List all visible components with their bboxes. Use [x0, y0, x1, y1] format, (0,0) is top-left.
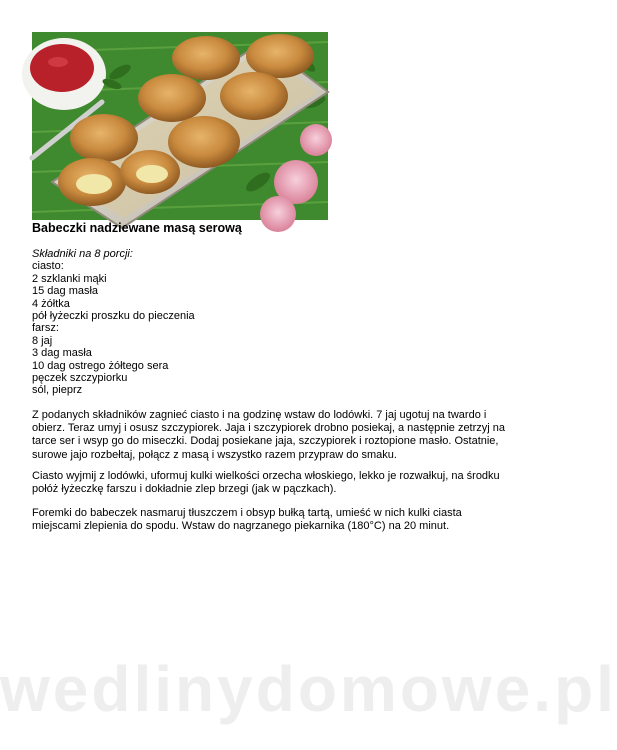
instructions-paragraph-1: Z podanych składników zagnieć ciasto i na godzinę wstaw do lodówki. 7 jaj ugotuj na twardo i obierz. Teraz umyj i osusz szczypiorek. Jaja i szczypiorek drobno posiekaj, a następnie zetrzyj na tarce ser i wsyp go do miseczki. Dodaj posiekane jaja, szczypiorek i roztopione masło. Ostatnie, surowe jajo rozbełtaj, połącz z masą i wszystko razem przypraw do smaku. [32, 409, 506, 461]
ingredient-line: ciasto: [32, 260, 64, 273]
ingredient-line: 15 dag masła [32, 285, 99, 298]
ingredient-line: farsz: [32, 322, 59, 335]
recipe-photo [32, 32, 328, 220]
soup-bowl [22, 38, 106, 110]
ingredient-line: sól, pieprz [32, 384, 83, 397]
site-watermark: wedlinydomowe.pl [0, 653, 617, 725]
recipe-title: Babeczki nadziewane masą serową [32, 221, 242, 235]
ingredient-line: 2 szklanki mąki [32, 272, 107, 285]
ingredients-heading: Składniki na 8 porcji: [32, 248, 133, 260]
recipe-photo-illustration [32, 32, 328, 220]
instructions-paragraph-2: Ciasto wyjmij z lodówki, uformuj kulki wielkości orzecha włoskiego, lekko je rozwałkuj, na środku połóż łyżeczkę farszu i dokładnie zlep brzegi (jak w pączkach). [32, 470, 500, 496]
ingredients-list [32, 248, 195, 397]
ingredient-line: 10 dag ostrego żółtego sera [32, 359, 169, 372]
ingredient-line: 8 jaj [32, 334, 53, 347]
ingredient-line: 3 dag masła [32, 347, 92, 360]
ingredient-line: pęczek szczypiorku [32, 372, 128, 385]
instructions-paragraph-3: Foremki do babeczek nasmaruj tłuszczem i obsyp bułką tartą, umieść w nich kulki ciasta miejscami zlepienia do spodu. Wstaw do nagrzanego piekarnika (180°C) na 20 minut. [32, 507, 462, 533]
ingredient-line: pół łyżeczki proszku do pieczenia [32, 310, 195, 323]
ingredient-line: 4 żółtka [32, 297, 70, 310]
